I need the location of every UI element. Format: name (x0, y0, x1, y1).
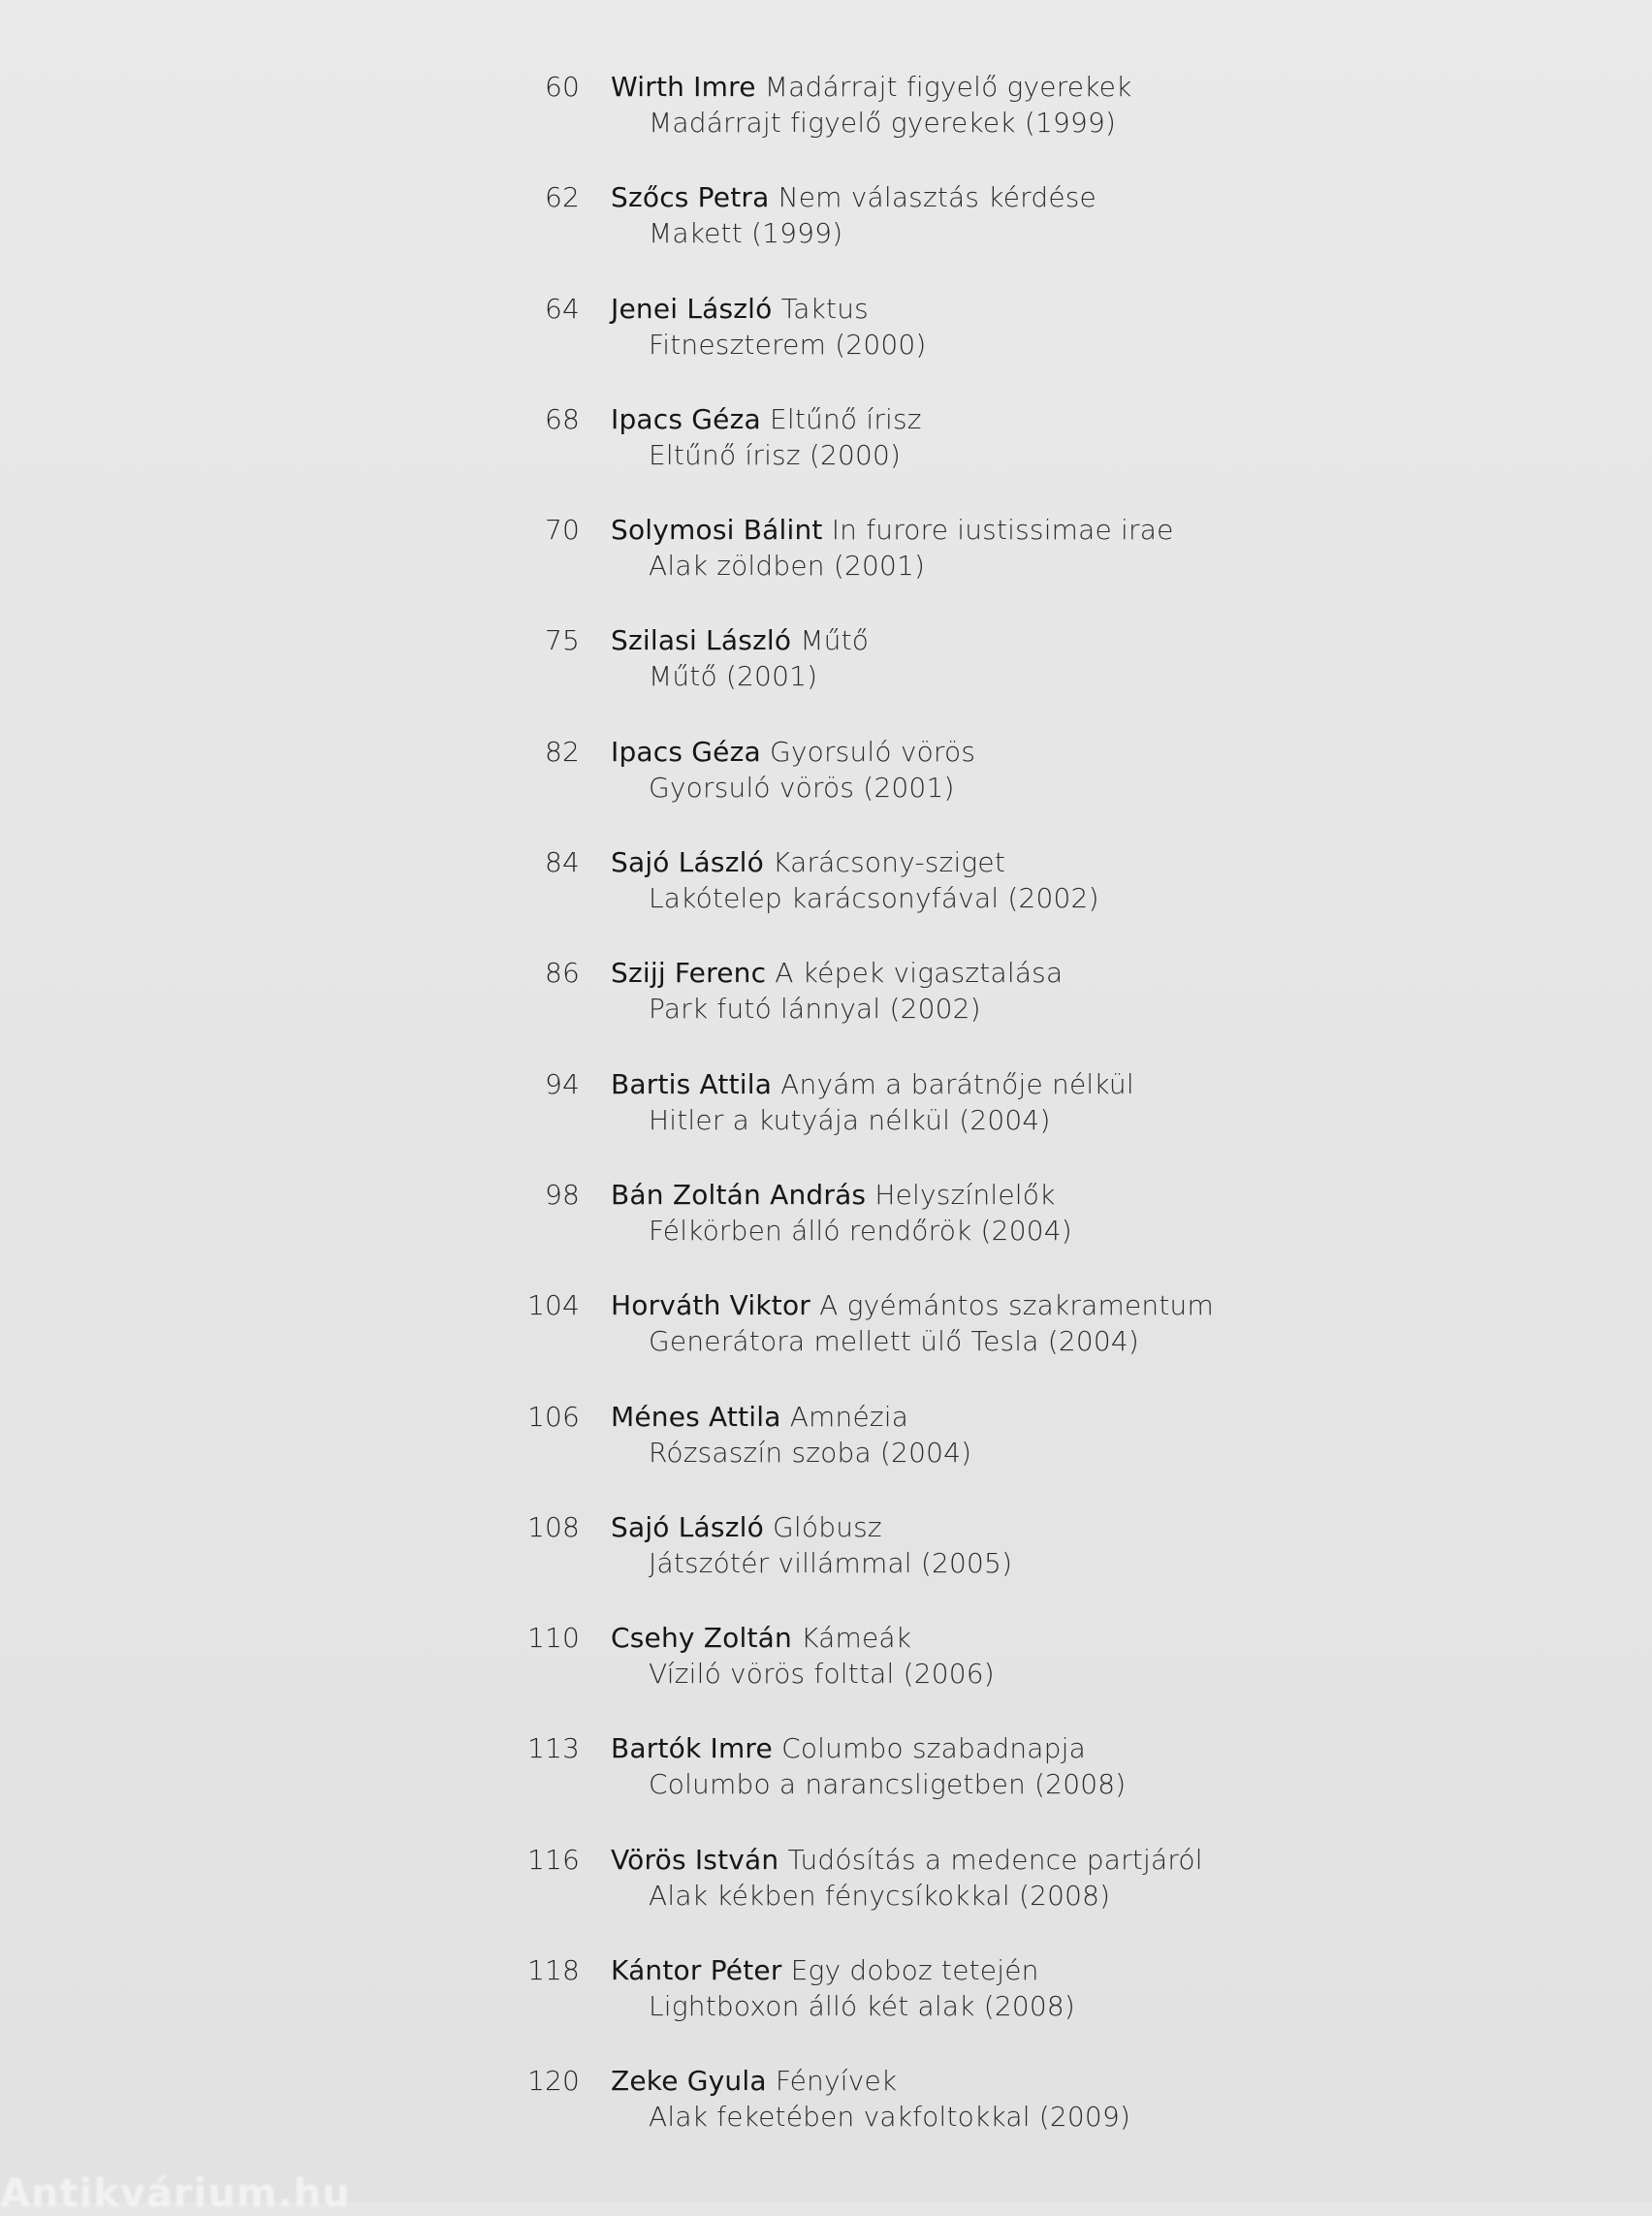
author-name: Jenei László (611, 292, 773, 325)
work-title: A képek vigasztalása (775, 957, 1064, 990)
page-number: 62 (544, 181, 580, 214)
image-caption: Víziló vörös folttal (2006) (649, 1658, 995, 1691)
author-name: Kántor Péter (611, 1954, 782, 1987)
page-number: 64 (544, 292, 580, 325)
page-number: 86 (544, 957, 580, 990)
author-name: Vörös István (611, 1843, 779, 1876)
entry-title (611, 733, 975, 772)
image-caption: Alak zöldben (2001) (649, 550, 926, 583)
toc-entry (514, 290, 1289, 400)
entry-title (611, 621, 869, 660)
author-name: Ipacs Géza (611, 402, 761, 435)
entry-title (611, 1619, 911, 1658)
image-caption: Félkörben álló rendőrök (2004) (649, 1214, 1072, 1247)
toc-entry (514, 68, 1289, 178)
work-title: Taktus (780, 292, 869, 325)
toc-entry (514, 1729, 1289, 1840)
entry-title (611, 1508, 882, 1547)
image-caption: Rózsaszín szoba (2004) (649, 1436, 972, 1469)
work-title: Helyszínlelők (874, 1178, 1056, 1211)
entry-title (611, 68, 1131, 107)
work-title: Columbo szabadnapja (781, 1732, 1086, 1765)
image-caption: Műtő (2001) (649, 660, 818, 693)
author-name: Wirth Imre (611, 71, 756, 103)
page-number: 118 (526, 1954, 580, 1987)
image-caption: Madárrajt figyelő gyerekek (1999) (649, 107, 1117, 139)
page-number: 70 (544, 514, 580, 547)
work-title: Tudósítás a medence partjáról (787, 1843, 1203, 1876)
entry-title (611, 511, 1174, 550)
toc-entry (514, 1619, 1289, 1729)
toc-entry (514, 1065, 1289, 1176)
work-title: Kámeák (801, 1622, 912, 1655)
page-number: 106 (526, 1400, 580, 1433)
page-number: 82 (544, 735, 580, 768)
author-name: Szilasi László (611, 624, 792, 657)
author-name: Csehy Zoltán (611, 1622, 792, 1655)
image-caption: Makett (1999) (649, 217, 843, 250)
entry-title (611, 290, 869, 329)
toc-entry (514, 1841, 1289, 1951)
toc-entry (514, 400, 1289, 511)
toc-entry (514, 954, 1289, 1064)
work-title: Amnézia (789, 1400, 909, 1433)
work-title: A gyémántos szakramentum (819, 1289, 1214, 1322)
work-title: In furore iustissimae irae (831, 514, 1174, 547)
author-name: Szőcs Petra (611, 181, 770, 214)
entry-title (611, 400, 922, 439)
watermark-text: Antikvárium.hu (0, 2171, 351, 2216)
page-number: 116 (526, 1843, 580, 1876)
toc-entry (514, 2062, 1289, 2172)
table-of-contents (514, 68, 1289, 2173)
entry-title (611, 178, 1096, 217)
page-number: 84 (544, 846, 580, 879)
page-number: 120 (526, 2065, 580, 2098)
page-number: 104 (526, 1289, 580, 1322)
author-name: Ménes Attila (611, 1400, 781, 1433)
work-title: Anyám a barátnője nélkül (780, 1067, 1134, 1100)
work-title: Gyorsuló vörös (769, 735, 976, 768)
page-number: 94 (544, 1067, 580, 1100)
entry-title (611, 1176, 1056, 1215)
author-name: Zeke Gyula (611, 2065, 767, 2098)
work-title: Nem választás kérdése (778, 181, 1096, 214)
entry-title (611, 1398, 908, 1437)
entry-title (611, 1951, 1039, 1990)
image-caption: Fitneszterem (2000) (649, 328, 927, 361)
image-caption: Gyorsuló vörös (2001) (649, 771, 955, 804)
page-number: 98 (544, 1178, 580, 1211)
entry-title (611, 954, 1063, 993)
author-name: Bán Zoltán András (611, 1178, 867, 1211)
work-title: Madárrajt figyelő gyerekek (764, 71, 1132, 103)
entry-title (611, 1286, 1214, 1325)
work-title: Karácsony-sziget (773, 846, 1006, 879)
toc-entry (514, 843, 1289, 954)
image-caption: Park futó lánnyal (2002) (649, 993, 981, 1026)
author-name: Bartók Imre (611, 1732, 773, 1765)
page-number: 60 (544, 71, 580, 103)
author-name: Horváth Viktor (611, 1289, 811, 1322)
image-caption: Columbo a narancsligetben (2008) (649, 1768, 1127, 1801)
author-name: Bartis Attila (611, 1067, 773, 1100)
page-number: 108 (526, 1510, 580, 1543)
image-caption: Eltűnő írisz (2000) (649, 438, 902, 471)
page-number: 75 (544, 624, 580, 657)
page-number: 68 (544, 402, 580, 435)
entry-title (611, 1729, 1086, 1768)
toc-entry (514, 621, 1289, 732)
author-name: Ipacs Géza (611, 735, 761, 768)
image-caption: Lightboxon álló két alak (2008) (649, 1990, 1076, 2023)
image-caption: Alak kékben fénycsíkokkal (2008) (649, 1879, 1111, 1912)
author-name: Sajó László (611, 1510, 764, 1543)
image-caption: Alak feketében vakfoltokkal (2009) (649, 2101, 1131, 2134)
toc-entry (514, 511, 1289, 621)
image-caption: Hitler a kutyája nélkül (2004) (649, 1103, 1051, 1136)
image-caption: Lakótelep karácsonyfával (2002) (649, 882, 1099, 915)
work-title: Glóbusz (773, 1510, 882, 1543)
entry-title (611, 1065, 1134, 1104)
toc-entry (514, 1508, 1289, 1619)
author-name: Szijj Ferenc (611, 957, 767, 990)
toc-entry (514, 1398, 1289, 1508)
image-caption: Játszótér villámmal (2005) (649, 1546, 1013, 1579)
toc-entry (514, 178, 1289, 289)
work-title: Eltűnő írisz (769, 402, 922, 435)
author-name: Sajó László (611, 846, 764, 879)
toc-entry (514, 1286, 1289, 1397)
toc-entry (514, 1951, 1289, 2062)
toc-entry (514, 733, 1289, 843)
page-number: 113 (526, 1732, 580, 1765)
author-name: Solymosi Bálint (611, 514, 823, 547)
entry-title (611, 2062, 897, 2101)
entry-title (611, 843, 1005, 882)
work-title: Műtő (800, 624, 870, 657)
toc-entry (514, 1176, 1289, 1286)
entry-title (611, 1841, 1203, 1880)
image-caption: Generátora mellett ülő Tesla (2004) (649, 1325, 1140, 1358)
work-title: Egy doboz tetején (790, 1954, 1039, 1987)
page-number: 110 (526, 1622, 580, 1655)
work-title: Fényívek (775, 2065, 898, 2098)
